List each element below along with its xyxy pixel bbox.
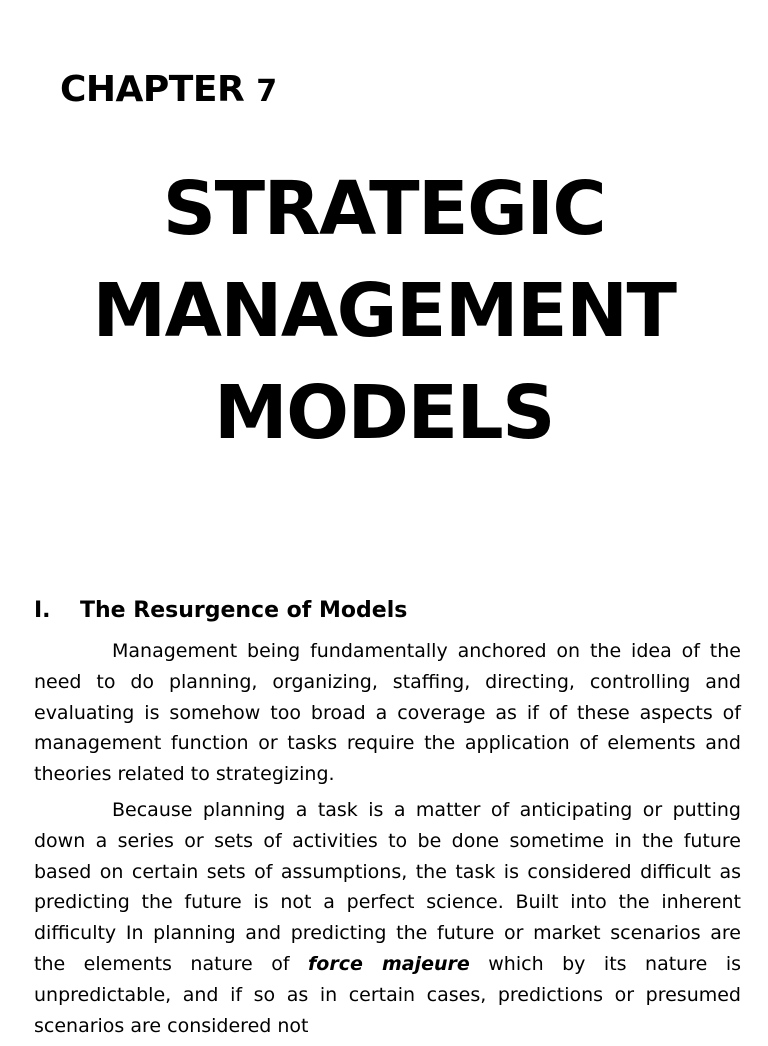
paragraph-2-text-before: Because planning a task is a matter of anticipating or putting down a series or sets of activities to be done sometime in the future based on certain sets of assumptions, the task is considered difficult as predicting the future is not a perfect science. Built into the inherent difficulty In planning and predicting the future or market scenarios are the elements nature of [34, 798, 741, 975]
section-heading [34, 596, 407, 626]
section-title: The Resurgence of Models [80, 598, 408, 623]
body-text [34, 636, 741, 1046]
title-line-2: MANAGEMENT [92, 268, 676, 354]
paragraph-2 [34, 795, 741, 1041]
title-line-1: STRATEGIC [162, 166, 606, 252]
chapter-label [60, 69, 277, 110]
force-majeure-emphasis: force majeure [308, 952, 470, 975]
chapter-title [0, 158, 768, 464]
paragraph-1: Management being fundamentally anchored on the idea of the need to do planning, organizing, staffing, directing, controlling and evaluating is somehow too broad a coverage as if of these aspects of management function or tasks require the application of elements and theories related to strategizing. [34, 640, 741, 786]
paragraph-2-text-after: which by its nature is unpredictable, and if so as in certain cases, predictions or presumed scenarios are considered not [34, 952, 741, 1037]
title-line-3: MODELS [214, 370, 554, 456]
chapter-number: 7 [256, 74, 277, 109]
section-numeral: I. [34, 598, 51, 623]
chapter-word: CHAPTER [60, 69, 245, 110]
